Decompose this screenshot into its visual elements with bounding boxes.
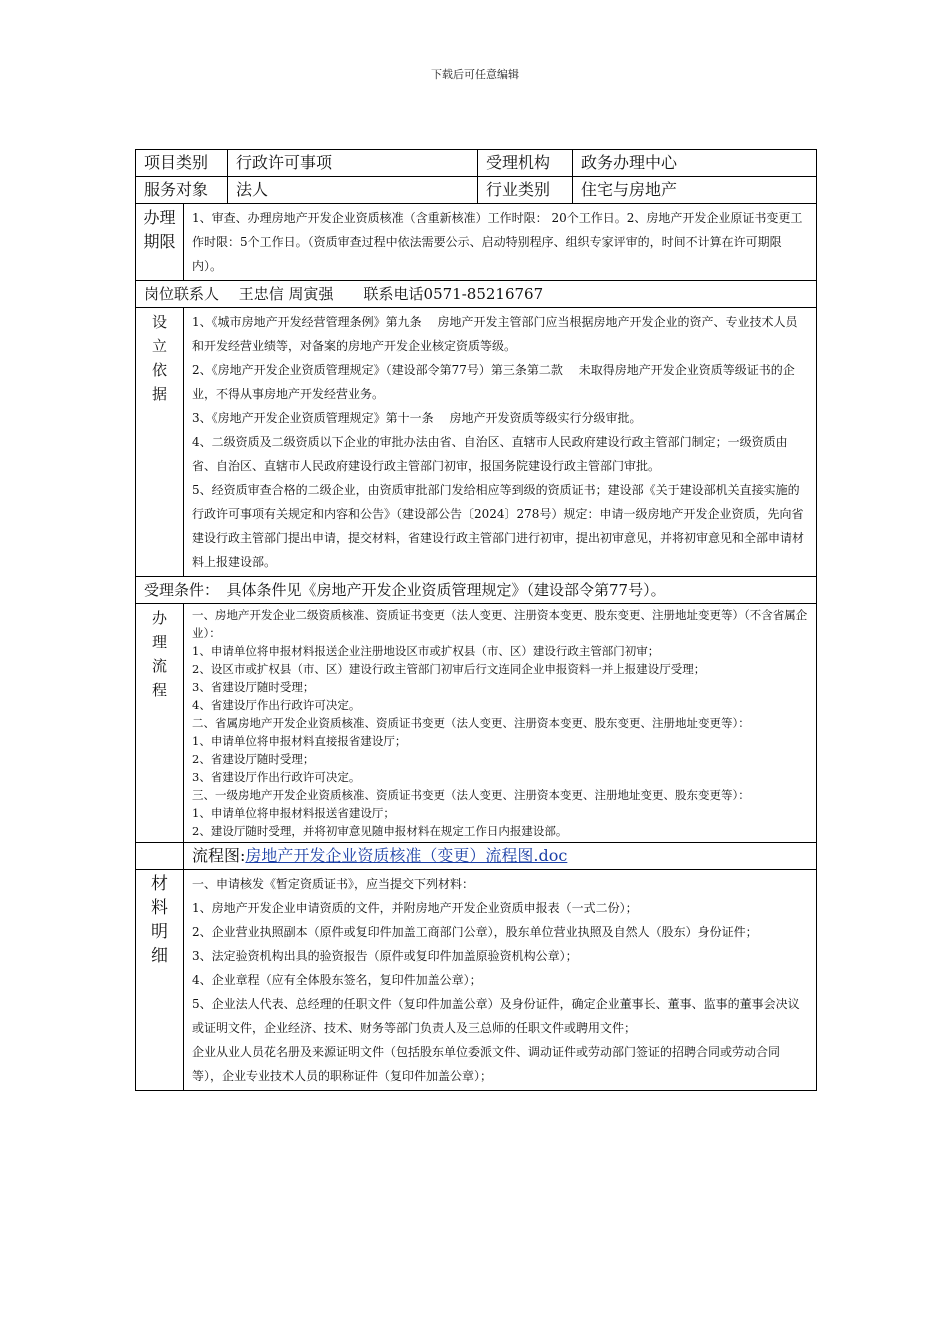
- label-materials: 材 料 明 细: [136, 870, 184, 1091]
- row-process: [136, 604, 817, 843]
- materials-paragraph: 4、企业章程（应有全体股东签名，复印件加盖公章）；: [192, 973, 482, 987]
- materials-paragraph: 5、企业法人代表、总经理的任职文件（复印件加盖公章）及身份证件，确定企业董事长、董事、监事的董事会决议或证明文件，企业经济、技术、财务等部门负责人及三总师的任职文件或聘用文件；: [192, 997, 800, 1035]
- label-service-target: 服务对象: [136, 177, 228, 204]
- row-flowchart: [136, 843, 817, 870]
- process-line: 2、省建设厅随时受理；: [192, 752, 315, 766]
- contact-text: 岗位联系人 王忠信 周寅强 联系电话0571-85216767: [136, 281, 817, 308]
- materials-paragraph: 1、房地产开发企业申请资质的文件，并附房地产开发企业资质申报表（一式二份）；: [192, 901, 638, 915]
- row-service: [136, 177, 817, 204]
- label-industry-category: 行业类别: [478, 177, 573, 204]
- process-line: 2、设区市或扩权县（市、区）建设行政主管部门初审后行文连同企业申报资料一并上报建设厅受理；: [192, 662, 706, 676]
- process-line: 2、建设厅随时受理，并将初审意见随申报材料在规定工作日内报建设部。: [192, 824, 568, 838]
- process-line: 3、省建设厅随时受理；: [192, 680, 315, 694]
- value-accepting-agency: 政务办理中心: [573, 150, 817, 177]
- row-contact: [136, 281, 817, 308]
- label-process: 办 理 流 程: [136, 604, 184, 843]
- row-basis: [136, 308, 817, 577]
- row-deadline: [136, 204, 817, 281]
- process-text: [184, 604, 817, 843]
- header-note: 下载后可任意编辑: [431, 68, 519, 81]
- process-line: 4、省建设厅作出行政许可决定。: [192, 698, 361, 712]
- deadline-text: 1、审查、办理房地产开发企业资质核准（含重新核准）工作时限： 20个工作日。2、房地产开发企业原证书变更工作时限：5个工作日。（资质审查过程中依法需要公示、启动特别程序、组织专家评审的，时间不计算在许可期限内）。: [184, 204, 817, 281]
- basis-paragraph: 5、经资质审查合格的二级企业，由资质审批部门发给相应等到级的资质证书；建设部《关于建设部机关直接实施的行政许可事项有关规定和内容和公告》（建设部公告〔2024〕278号）规定：申请一级房地产开发企业资质，先向省建设行政主管部门提出申请，提交材料，省建设行政主管部门进行初审，提出初审意见，并将初审意见和全部申请材料上报建设部。: [192, 483, 805, 569]
- value-project-category: 行政许可事项: [228, 150, 478, 177]
- basis-paragraph: 4、二级资质及二级资质以下企业的审批办法由省、自治区、直辖市人民政府建设行政主管部门制定；一级资质由省、自治区、直辖市人民政府建设行政主管部门初审，报国务院建设行政主管部门审批。: [192, 435, 788, 473]
- accept-conditions-text: 受理条件： 具体条件见《房地产开发企业资质管理规定》（建设部令第77号）。: [136, 577, 817, 604]
- flowchart-blank-cell: [136, 843, 184, 870]
- row-materials: [136, 870, 817, 1091]
- value-industry-category: 住宅与房地产: [573, 177, 817, 204]
- license-info-table: [135, 149, 817, 1091]
- flowchart-cell: [184, 843, 817, 870]
- process-line: 二、省属房地产开发企业资质核准、资质证书变更（法人变更、注册资本变更、股东变更、注册地址变更等）：: [192, 716, 750, 730]
- process-line: 1、申请单位将申报材料直接报省建设厅；: [192, 734, 407, 748]
- legal-basis-text: [184, 308, 817, 577]
- process-line: 1、申请单位将申报材料报送省建设厅；: [192, 806, 395, 820]
- label-legal-basis: 设 立 依 据: [136, 308, 184, 577]
- label-accepting-agency: 受理机构: [478, 150, 573, 177]
- process-line: 一、房地产开发企业二级资质核准、资质证书变更（法人变更、注册资本变更、股东变更、注册地址变更等）（不含省属企业）：: [192, 608, 808, 640]
- row-category: [136, 150, 817, 177]
- process-line: 3、省建设厅作出行政许可决定。: [192, 770, 361, 784]
- materials-text: [184, 870, 817, 1091]
- row-accept-conditions: [136, 577, 817, 604]
- materials-paragraph: 3、法定验资机构出具的验资报告（原件或复印件加盖原验资机构公章）；: [192, 949, 578, 963]
- basis-paragraph: 3、《房地产开发企业资质管理规定》第十一条 房地产开发资质等级实行分级审批。: [192, 411, 642, 425]
- value-service-target: 法人: [228, 177, 478, 204]
- process-line: 1、申请单位将申报材料报送企业注册地设区市或扩权县（市、区）建设行政主管部门初审；: [192, 644, 660, 658]
- label-project-category: 项目类别: [136, 150, 228, 177]
- process-line: 三、一级房地产开发企业资质核准、资质证书变更（法人变更、注册资本变更、注册地址变更、股东变更等）：: [192, 788, 750, 802]
- flowchart-link[interactable]: 房地产开发企业资质核准（变更）流程图.doc: [245, 846, 568, 865]
- materials-paragraph: 企业从业人员花名册及来源证明文件（包括股东单位委派文件、调动证件或劳动部门签证的招聘合同或劳动合同等），企业专业技术人员的职称证件（复印件加盖公章）；: [192, 1045, 781, 1083]
- materials-paragraph: 2、企业营业执照副本（原件或复印件加盖工商部门公章），股东单位营业执照及自然人（股东）身份证件；: [192, 925, 758, 939]
- basis-paragraph: 1、《城市房地产开发经营管理条例》第九条 房地产开发主管部门应当根据房地产开发企业的资产、专业技术人员和开发经营业绩等，对备案的房地产开发企业核定资质等级。: [192, 315, 798, 353]
- flowchart-prefix: 流程图:: [192, 846, 246, 865]
- materials-paragraph: 一、申请核发《暂定资质证书》，应当提交下列材料：: [192, 877, 475, 891]
- basis-paragraph: 2、《房地产开发企业资质管理规定》（建设部令第77号）第三条第二款 未取得房地产开发企业资质等级证书的企业，不得从事房地产开发经营业务。: [192, 363, 795, 401]
- label-deadline: 办理 期限: [136, 204, 184, 281]
